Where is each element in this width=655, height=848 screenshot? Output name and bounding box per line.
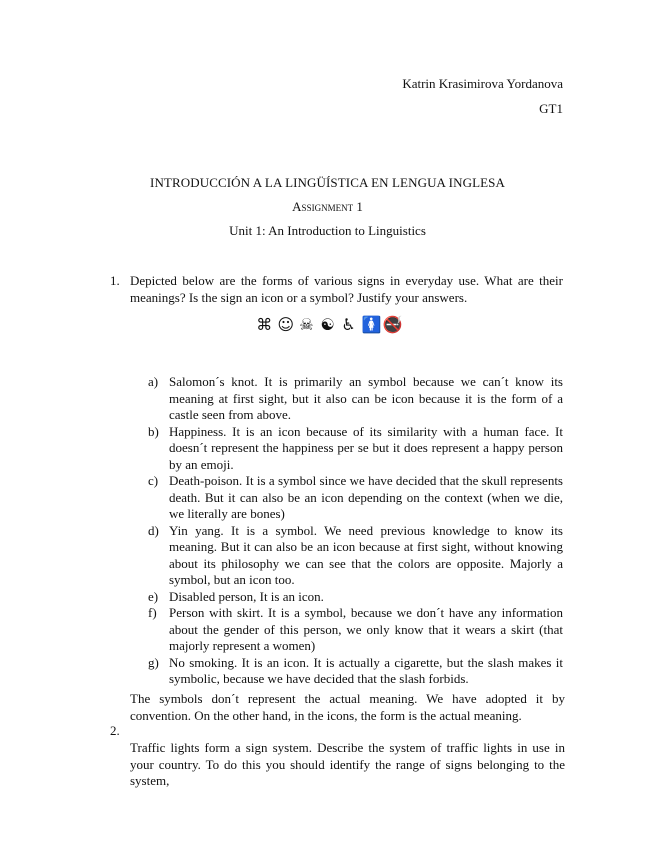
wheelchair-icon: ♿ [341, 315, 356, 334]
no-smoking-icon: 🚭 [382, 315, 403, 334]
list-item-marker: f) [148, 605, 157, 620]
woman-skirt-icon: 🚺 [361, 315, 382, 334]
list-item-marker: e) [148, 588, 159, 604]
list-item [148, 424, 563, 474]
list-item-marker: g) [148, 654, 159, 670]
unit-title: Unit 1: An Introduction to Linguistics [229, 223, 426, 238]
list-item [148, 473, 563, 523]
assignment-title: Assignment 1 [292, 199, 363, 214]
conclusion-paragraph: The symbols don´t represent the actual meaning. We have adopted it by convention. On the other hand, in the icons, the form is the actual meaning. [130, 691, 565, 723]
list-item-text: No smoking. It is an icon. It is actually a cigarette, but the slash makes it symbolic, because we have decided that the slash forbids. [169, 654, 563, 686]
list-item [148, 589, 563, 606]
question-2-text: Traffic lights form a sign system. Describe the system of traffic lights in use in your country. To do this you should identify the range of signs belonging to the system, [130, 740, 565, 788]
list-item-text: Salomon´s knot. It is primarily an symbol because we can´t know its meaning at first sight, but it also can be icon because it is the form of a castle seen from above. [169, 374, 563, 422]
list-item [148, 655, 563, 688]
course-title: INTRODUCCIÓN A LA LINGÜÍSTICA EN LENGUA INGLESA [150, 175, 505, 190]
list-item-text: Person with skirt. It is a symbol, because we don´t have any information about the gender of this person, we only know that it wears a skirt (that majorly represent a women) [169, 605, 563, 653]
place-of-interest-icon: ⌘ [256, 315, 273, 334]
list-item-marker: b) [148, 423, 159, 439]
sign-icons-row [0, 317, 655, 335]
list-item-marker: d) [148, 522, 159, 538]
list-item [148, 523, 563, 589]
question-1-number: 1. [110, 273, 120, 288]
list-item-text: Death-poison. It is a symbol since we have decided that the skull represents death. But it can also be an icon depending on the context (when we die, we literally are bones) [169, 473, 563, 521]
list-item [148, 374, 563, 424]
list-item-marker: c) [148, 473, 159, 488]
list-item-text: Yin yang. It is a symbol. We need previous knowledge to know its meaning. But it can also be an icon because at first sight, without knowing about its philosophy we can see that the colors are opposite. Majorly a symbol, but an icon too. [169, 522, 563, 587]
list-item-text: Happiness. It is an icon because of its similarity with a human face. It doesn´t represent the happiness per se but it does represent a happy person by an emoji. [169, 423, 563, 472]
smiley-face-icon: ☺ [277, 315, 294, 334]
yin-yang-icon: ☯ [320, 315, 335, 334]
question-1-text: Depicted below are the forms of various signs in everyday use. What are their meanings? Is the sign an icon or a symbol? Justify your answers. [130, 273, 563, 305]
answer-list [148, 374, 563, 688]
group-label: GT1 [539, 101, 563, 116]
list-item-text: Disabled person, It is an icon. [169, 588, 324, 604]
author-name: Katrin Krasimirova Yordanova [402, 76, 563, 91]
question-2-number: 2. [110, 723, 120, 738]
list-item-marker: a) [148, 374, 159, 389]
skull-crossbones-icon: ☠ [299, 315, 314, 334]
list-item [148, 605, 563, 655]
